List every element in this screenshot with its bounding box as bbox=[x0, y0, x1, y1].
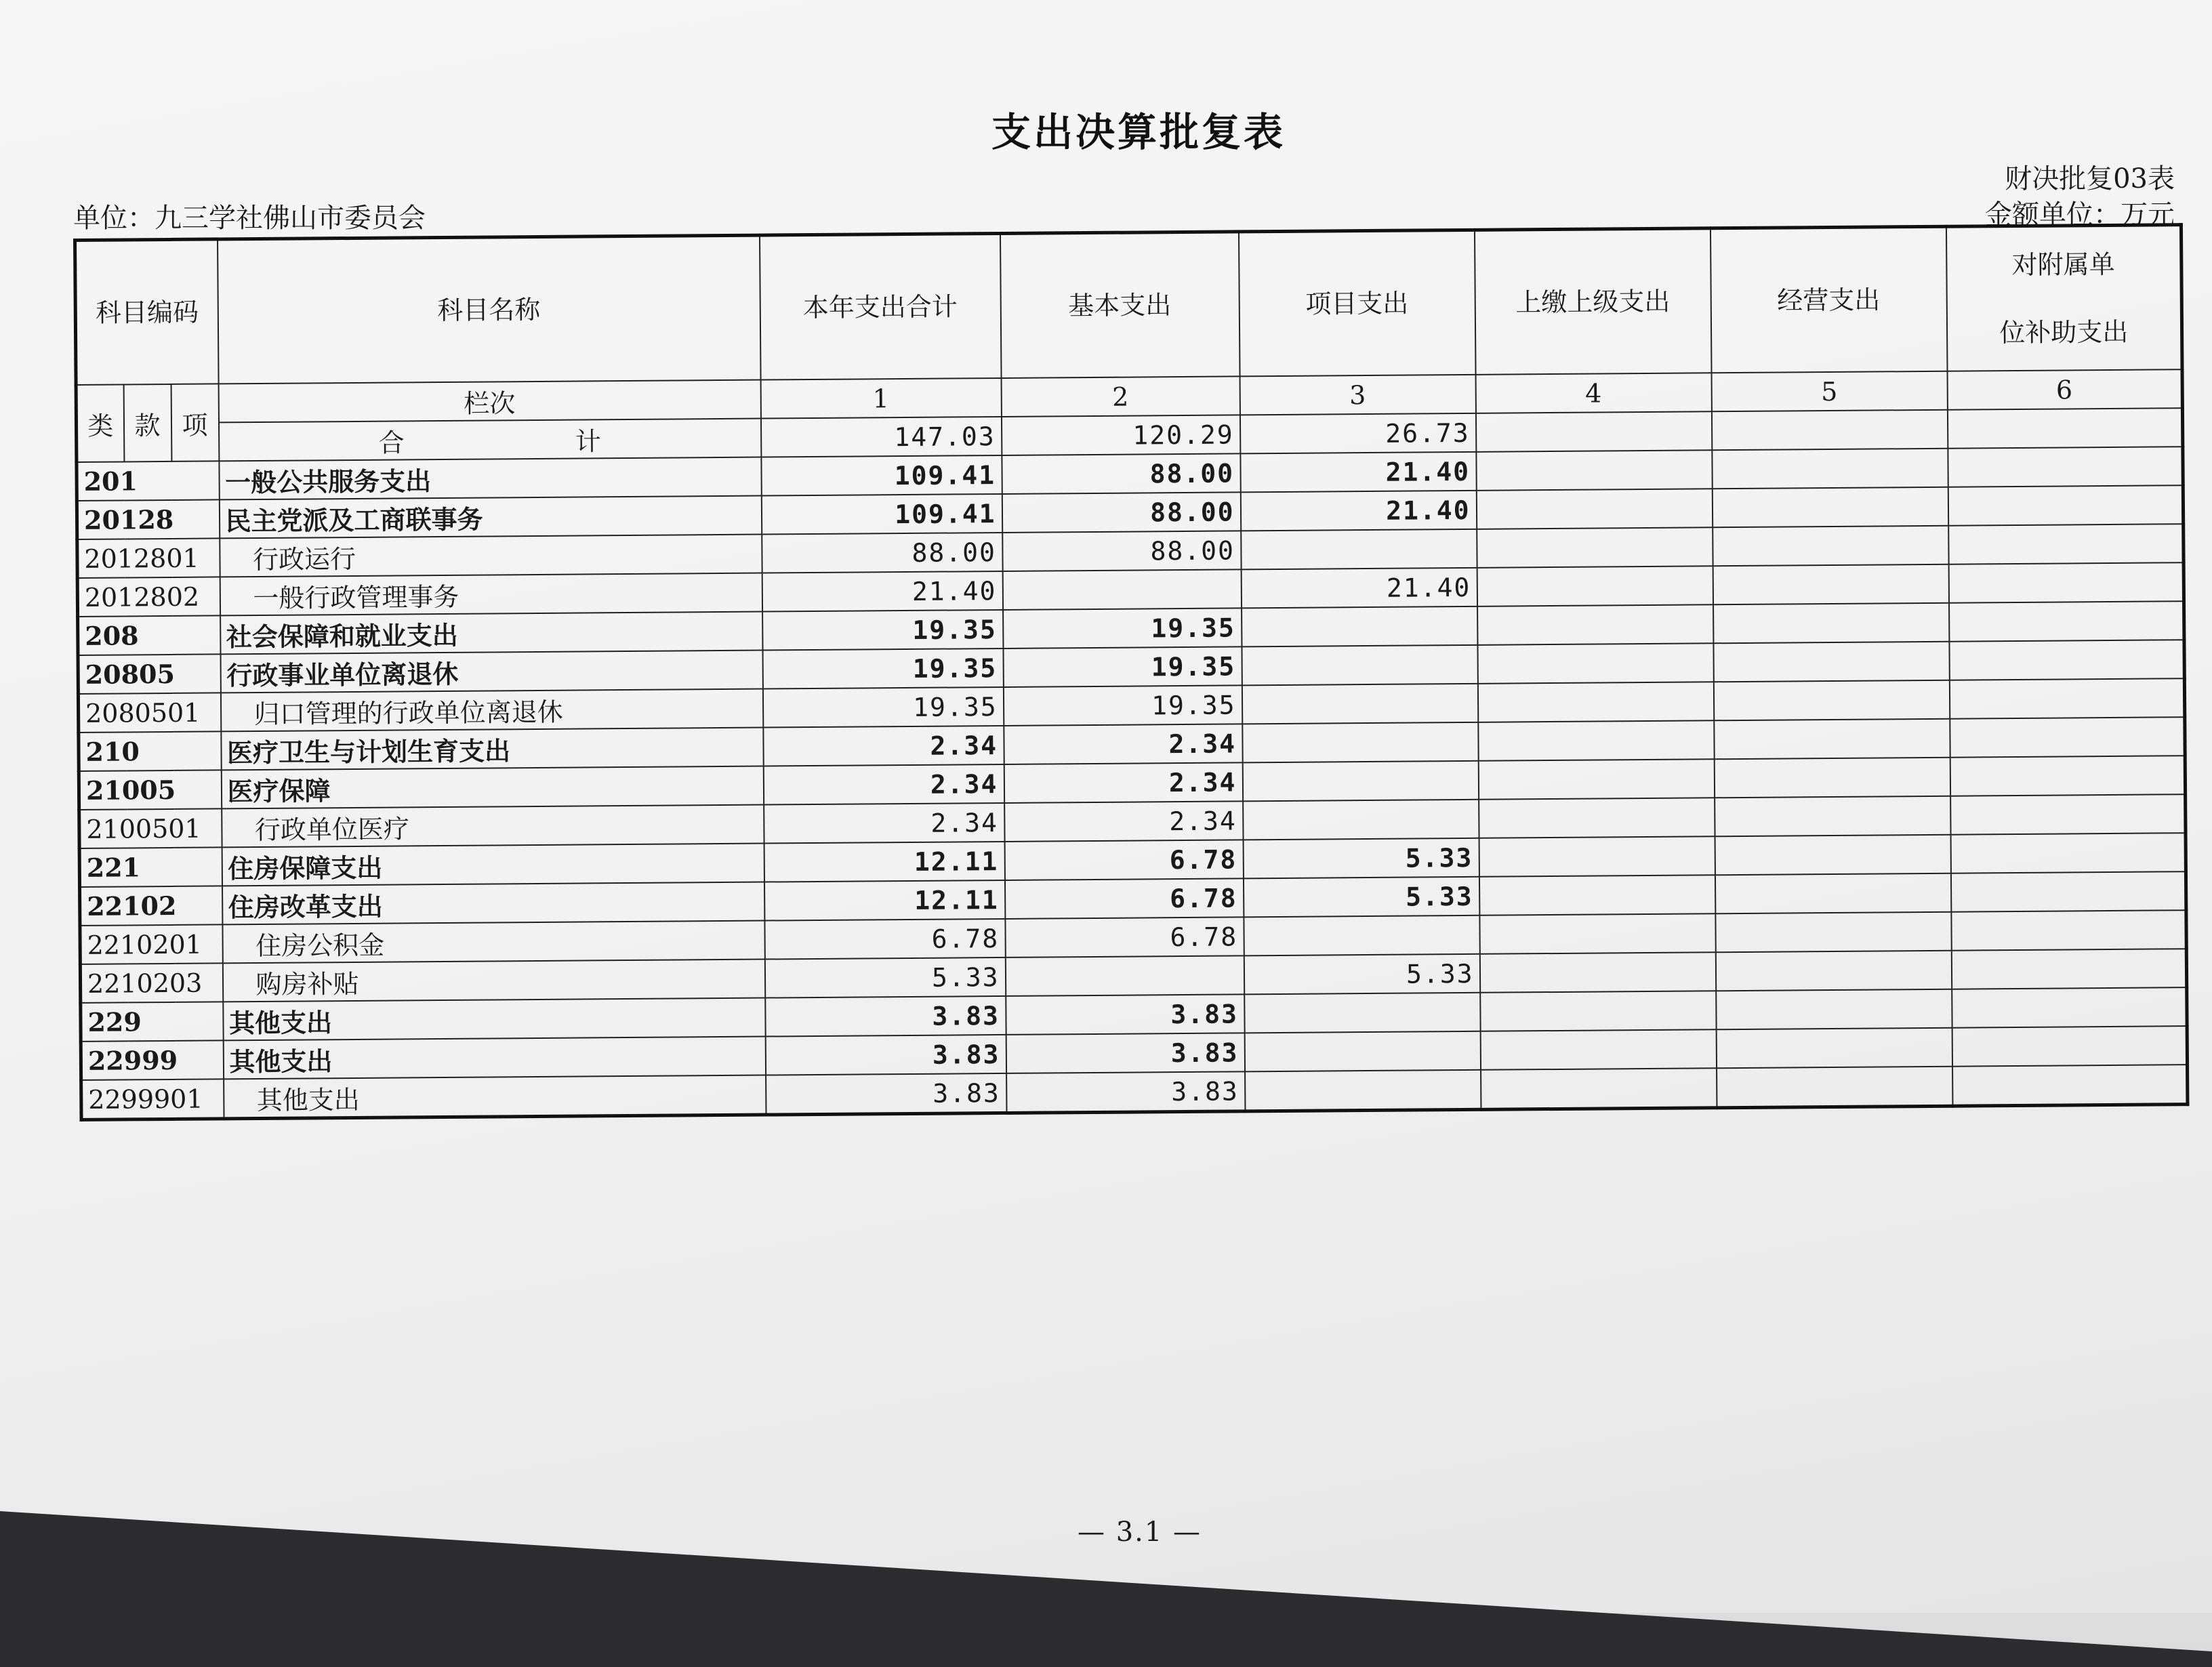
col-index-4: 4 bbox=[1475, 373, 1711, 413]
code-cell: 22102 bbox=[80, 886, 222, 926]
subsidy-cell bbox=[1950, 756, 2185, 796]
code-cell: 210 bbox=[79, 731, 221, 771]
business-cell bbox=[1717, 1067, 1952, 1108]
header-business: 经营支出 bbox=[1710, 226, 1947, 373]
upper-cell bbox=[1479, 798, 1715, 838]
project-cell bbox=[1242, 684, 1477, 724]
basic-cell: 2.34 bbox=[1004, 801, 1243, 842]
business-cell bbox=[1712, 487, 1948, 528]
code-cell: 2080501 bbox=[78, 693, 220, 733]
code-cell: 2100501 bbox=[79, 808, 222, 848]
total-upper bbox=[1475, 411, 1711, 452]
total-basic: 120.29 bbox=[1001, 415, 1240, 455]
subsidy-cell bbox=[1952, 1026, 2187, 1067]
name-cell: 一般公共服务支出 bbox=[219, 457, 761, 500]
business-cell bbox=[1715, 873, 1950, 914]
total-cell: 109.41 bbox=[761, 455, 1002, 496]
name-text: 住房公积金 bbox=[255, 930, 385, 962]
header-row bbox=[75, 225, 2182, 385]
total-cell: 3.83 bbox=[765, 996, 1006, 1037]
name-text: 购房补贴 bbox=[255, 968, 359, 1000]
name-cell bbox=[220, 689, 762, 732]
code-cell: 208 bbox=[78, 615, 220, 655]
name-cell: 医疗卫生与计划生育支出 bbox=[221, 728, 763, 770]
upper-cell bbox=[1476, 450, 1712, 491]
col-index-1: 1 bbox=[760, 378, 1001, 419]
code-cell: 2210203 bbox=[80, 963, 222, 1003]
subsidy-cell bbox=[1949, 678, 2184, 719]
basic-cell bbox=[1005, 955, 1244, 996]
total-cell: 3.83 bbox=[766, 1073, 1006, 1115]
header-subsidy bbox=[1946, 225, 2182, 371]
basic-cell: 2.34 bbox=[1004, 724, 1242, 764]
business-cell bbox=[1713, 680, 1949, 721]
basic-cell: 3.83 bbox=[1006, 1071, 1245, 1113]
basic-cell: 88.00 bbox=[1002, 453, 1240, 494]
project-cell: 5.33 bbox=[1243, 877, 1479, 918]
name-cell bbox=[222, 960, 764, 1002]
form-id: 财决批复03表 bbox=[2005, 163, 2175, 194]
project-cell: 5.33 bbox=[1243, 838, 1479, 879]
upper-cell bbox=[1476, 489, 1712, 529]
upper-cell bbox=[1481, 1068, 1717, 1109]
total-total: 147.03 bbox=[760, 417, 1001, 457]
page-number: — 3.1 — bbox=[1078, 1517, 1202, 1548]
total-cell: 5.33 bbox=[764, 958, 1005, 998]
total-cell: 19.35 bbox=[762, 649, 1003, 689]
upper-cell bbox=[1478, 720, 1714, 761]
name-cell: 住房改革支出 bbox=[222, 882, 764, 925]
subsidy-cell bbox=[1951, 910, 2186, 951]
page-title: 支出决算批复表 bbox=[991, 109, 1286, 155]
basic-cell: 88.00 bbox=[1002, 531, 1241, 571]
upper-cell bbox=[1477, 527, 1713, 568]
basic-cell: 3.83 bbox=[1006, 1033, 1244, 1073]
total-cell: 2.34 bbox=[763, 726, 1004, 766]
subsidy-cell bbox=[1949, 601, 2184, 642]
basic-cell: 88.00 bbox=[1002, 492, 1240, 533]
header-upper: 上缴上级支出 bbox=[1474, 228, 1711, 375]
business-cell bbox=[1713, 526, 1948, 567]
code-cell: 221 bbox=[79, 847, 222, 887]
business-cell bbox=[1712, 449, 1948, 489]
basic-cell: 6.78 bbox=[1004, 840, 1243, 880]
name-text: 行政单位医疗 bbox=[254, 814, 410, 846]
total-label: 合 计 bbox=[378, 426, 682, 458]
header-subsidy-line1: 对附属单 bbox=[2011, 249, 2115, 281]
upper-cell bbox=[1477, 643, 1713, 684]
header-name: 科目名称 bbox=[218, 235, 761, 384]
business-cell bbox=[1716, 1028, 1952, 1069]
subsidy-cell bbox=[1950, 871, 2186, 912]
name-text: 其他支出 bbox=[256, 1084, 361, 1116]
business-cell bbox=[1715, 835, 1950, 876]
subsidy-cell bbox=[1948, 524, 2184, 564]
project-cell bbox=[1243, 800, 1479, 840]
header-basic: 基本支出 bbox=[1000, 232, 1240, 378]
unit-label: 单位：九三学社佛山市委员会 bbox=[73, 203, 426, 234]
basic-cell: 3.83 bbox=[1006, 994, 1244, 1035]
code-cell: 2012801 bbox=[77, 538, 220, 578]
total-cell: 2.34 bbox=[763, 764, 1004, 805]
total-cell: 109.41 bbox=[761, 494, 1002, 535]
upper-cell bbox=[1477, 604, 1713, 645]
upper-cell bbox=[1479, 875, 1715, 915]
name-cell: 其他支出 bbox=[223, 998, 765, 1041]
total-cell: 19.35 bbox=[762, 687, 1003, 728]
name-cell bbox=[220, 573, 762, 616]
business-cell bbox=[1715, 951, 1951, 991]
total-cell: 19.35 bbox=[762, 610, 1003, 651]
subsidy-cell bbox=[1948, 485, 2183, 526]
header-project: 项目支出 bbox=[1238, 230, 1475, 376]
name-cell bbox=[220, 535, 762, 577]
total-cell: 2.34 bbox=[764, 803, 1004, 844]
total-cell: 88.00 bbox=[762, 533, 1002, 573]
code-cell: 20805 bbox=[78, 654, 220, 694]
name-cell: 社会保障和就业支出 bbox=[220, 612, 762, 655]
code-cell: 2299901 bbox=[81, 1079, 224, 1119]
total-subsidy bbox=[1947, 408, 2182, 449]
project-cell: 21.40 bbox=[1240, 491, 1476, 531]
project-cell bbox=[1242, 606, 1477, 647]
total-cell: 21.40 bbox=[762, 571, 1002, 612]
code-cell: 20128 bbox=[77, 499, 219, 539]
name-cell: 医疗保障 bbox=[221, 766, 763, 809]
name-cell: 民主党派及工商联事务 bbox=[219, 496, 761, 539]
project-cell bbox=[1244, 993, 1480, 1033]
business-cell bbox=[1713, 642, 1949, 682]
subsidy-cell bbox=[1948, 447, 2183, 487]
name-text: 一般行政管理事务 bbox=[253, 581, 459, 614]
expenditure-table bbox=[73, 223, 2189, 1121]
project-cell bbox=[1244, 1031, 1480, 1072]
total-cell: 3.83 bbox=[765, 1035, 1006, 1075]
name-cell bbox=[224, 1075, 766, 1119]
upper-cell bbox=[1480, 991, 1716, 1031]
header-code: 科目编码 bbox=[75, 239, 219, 385]
code-cell: 22999 bbox=[81, 1040, 223, 1080]
header-xiang: 项 bbox=[171, 384, 219, 461]
business-cell bbox=[1716, 989, 1952, 1030]
upper-cell bbox=[1478, 759, 1714, 800]
name-cell bbox=[222, 921, 764, 964]
subsidy-cell bbox=[1950, 833, 2186, 873]
business-cell bbox=[1714, 719, 1950, 760]
business-cell bbox=[1715, 796, 1950, 837]
name-cell bbox=[222, 805, 764, 848]
project-cell: 21.40 bbox=[1241, 568, 1477, 609]
project-cell bbox=[1244, 915, 1479, 956]
upper-cell bbox=[1479, 836, 1715, 877]
total-label-cell bbox=[218, 419, 760, 461]
total-cell: 6.78 bbox=[764, 919, 1005, 960]
code-cell: 21005 bbox=[79, 770, 221, 810]
col-index-6: 6 bbox=[1947, 369, 2182, 410]
subsidy-cell bbox=[1952, 1065, 2188, 1106]
upper-cell bbox=[1477, 566, 1713, 606]
code-cell: 2210201 bbox=[80, 924, 222, 964]
name-cell: 其他支出 bbox=[223, 1037, 765, 1079]
code-cell: 201 bbox=[77, 461, 219, 501]
subsidy-cell bbox=[1950, 717, 2185, 758]
business-cell bbox=[1713, 603, 1949, 644]
total-project: 26.73 bbox=[1240, 413, 1475, 454]
project-cell bbox=[1241, 529, 1477, 570]
code-cell: 229 bbox=[81, 1002, 223, 1042]
basic-cell: 2.34 bbox=[1004, 762, 1242, 803]
header-total: 本年支出合计 bbox=[759, 233, 1001, 379]
upper-cell bbox=[1479, 913, 1715, 954]
total-cell: 12.11 bbox=[764, 842, 1004, 882]
project-cell bbox=[1242, 645, 1477, 686]
subsidy-cell bbox=[1948, 562, 2184, 603]
basic-cell bbox=[1002, 569, 1241, 610]
project-cell bbox=[1245, 1070, 1481, 1111]
basic-cell: 19.35 bbox=[1003, 646, 1242, 687]
business-cell bbox=[1714, 758, 1950, 798]
project-cell bbox=[1242, 761, 1478, 802]
code-cell: 2012802 bbox=[77, 577, 220, 617]
money-unit-label: 金额单位：万元 bbox=[1985, 199, 2175, 230]
subsidy-cell bbox=[1952, 987, 2187, 1028]
total-cell: 12.11 bbox=[764, 880, 1004, 921]
project-cell: 5.33 bbox=[1244, 954, 1479, 995]
col-index-2: 2 bbox=[1001, 376, 1240, 417]
project-cell: 21.40 bbox=[1240, 452, 1476, 493]
col-index-5: 5 bbox=[1711, 371, 1947, 412]
subsidy-cell bbox=[1951, 949, 2186, 989]
total-business bbox=[1711, 410, 1947, 451]
upper-cell bbox=[1479, 952, 1715, 993]
business-cell bbox=[1715, 912, 1951, 953]
header-subsidy-line2: 位补助支出 bbox=[1999, 316, 2129, 348]
basic-cell: 6.78 bbox=[1005, 917, 1244, 958]
basic-cell: 6.78 bbox=[1004, 878, 1243, 919]
business-cell bbox=[1713, 564, 1948, 605]
subsidy-cell bbox=[1949, 640, 2184, 680]
upper-cell bbox=[1477, 682, 1713, 722]
name-cell: 住房保障支出 bbox=[222, 844, 764, 886]
project-cell bbox=[1242, 722, 1478, 763]
header-lei: 类 bbox=[76, 384, 124, 462]
upper-cell bbox=[1480, 1029, 1716, 1070]
name-cell: 行政事业单位离退休 bbox=[220, 651, 762, 693]
name-text: 行政运行 bbox=[252, 543, 356, 575]
name-text: 归口管理的行政单位离退休 bbox=[253, 697, 563, 730]
subsidy-cell bbox=[1950, 794, 2186, 835]
header-kuan: 款 bbox=[123, 384, 171, 462]
basic-cell: 19.35 bbox=[1003, 685, 1242, 726]
basic-cell: 19.35 bbox=[1003, 608, 1242, 649]
col-index-3: 3 bbox=[1240, 375, 1475, 415]
header-lanci: 栏次 bbox=[218, 380, 760, 423]
